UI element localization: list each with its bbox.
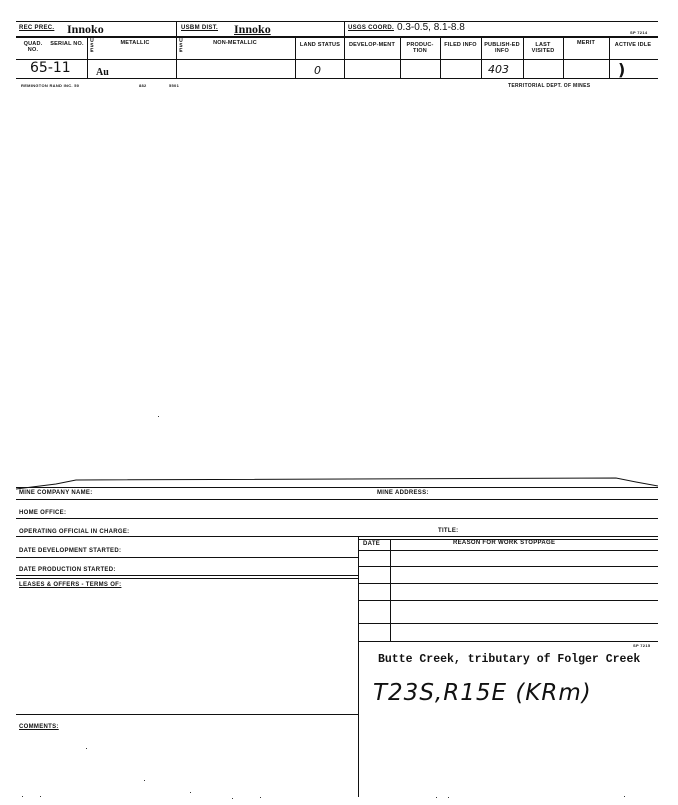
usbm-dist-value: Innoko: [234, 22, 271, 36]
stoppage-date-header: DATE: [363, 541, 381, 547]
scan-speck: [40, 796, 41, 797]
col-metallic: METALLIC: [120, 40, 150, 46]
record-active-idle: ): [618, 60, 626, 79]
scan-speck: [624, 796, 625, 797]
leases-label: LEASES & OFFERS - TERMS OF:: [19, 582, 122, 588]
record-published-info: 403: [488, 63, 509, 76]
home-office-label: HOME OFFICE:: [19, 510, 67, 516]
col-use-1: U S E: [90, 38, 94, 54]
rec-prec-label: REC PREC.: [19, 25, 55, 31]
record-quad-no: 65-11: [30, 60, 71, 76]
mine-company-name-label: MINE COMPANY NAME:: [19, 490, 93, 496]
col-last-visited: LAST VISITED: [531, 42, 555, 54]
agency-mark: TERRITORIAL DEPT. OF MINES: [508, 83, 591, 89]
title-label: TITLE:: [438, 528, 459, 534]
scan-speck: [448, 797, 449, 798]
col-quad-no: QUAD. NO.: [23, 41, 43, 53]
col-use-2: U S E: [179, 38, 183, 54]
stoppage-reason-header: REASON FOR WORK STOPPAGE: [453, 540, 556, 546]
col-active-idle: ACTIVE IDLE: [614, 42, 652, 48]
record-land-status: 0: [314, 64, 321, 77]
col-published-info: PUBLISH-ED INFO: [484, 42, 520, 54]
col-land-status: LAND STATUS: [299, 42, 341, 48]
typed-note: Butte Creek, tributary of Folger Creek: [378, 653, 641, 666]
code-a: 882: [139, 83, 147, 88]
handwritten-note: T23S,R15E (KRm): [373, 680, 592, 706]
col-development: DEVELOP-MENT: [348, 42, 396, 48]
date-prod-started-label: DATE PRODUCTION STARTED:: [19, 567, 116, 573]
usgs-coord-value: 0.3-0.5, 8.1-8.8: [397, 22, 465, 33]
col-serial-no: SERIAL NO.: [50, 41, 84, 47]
scan-speck: [260, 797, 261, 798]
col-filed-info: FILED INFO: [444, 42, 477, 48]
mine-address-label: MINE ADDRESS:: [377, 490, 429, 496]
rec-prec-value: Innoko: [67, 22, 104, 36]
col-production: PRODUC-TION: [406, 42, 434, 54]
printer-mark: REMINGTON RAND INC. 50: [21, 83, 80, 88]
col-merit: MERIT: [576, 40, 596, 46]
scan-speck: [158, 416, 159, 417]
form-number-top: SP 7214: [630, 30, 648, 35]
usgs-coord-label: USGS COORD.: [348, 25, 394, 31]
scan-speck: [86, 748, 87, 749]
scan-speck: [232, 798, 233, 799]
scan-speck: [436, 797, 437, 798]
date-dev-started-label: DATE DEVELOPMENT STARTED:: [19, 548, 122, 554]
scan-speck: [144, 780, 145, 781]
usbm-dist-label: USBM DIST.: [181, 25, 219, 31]
form-number-bottom: SP 7215: [633, 643, 651, 648]
col-non-metallic: NON-METALLIC: [213, 40, 257, 46]
record-metallic: Au: [96, 67, 109, 78]
comments-label: COMMENTS:: [19, 724, 59, 730]
scan-speck: [22, 796, 23, 797]
code-b: 5501: [169, 83, 180, 88]
operating-official-label: OPERATING OFFICIAL IN CHARGE:: [19, 529, 130, 535]
scan-speck: [190, 792, 191, 793]
